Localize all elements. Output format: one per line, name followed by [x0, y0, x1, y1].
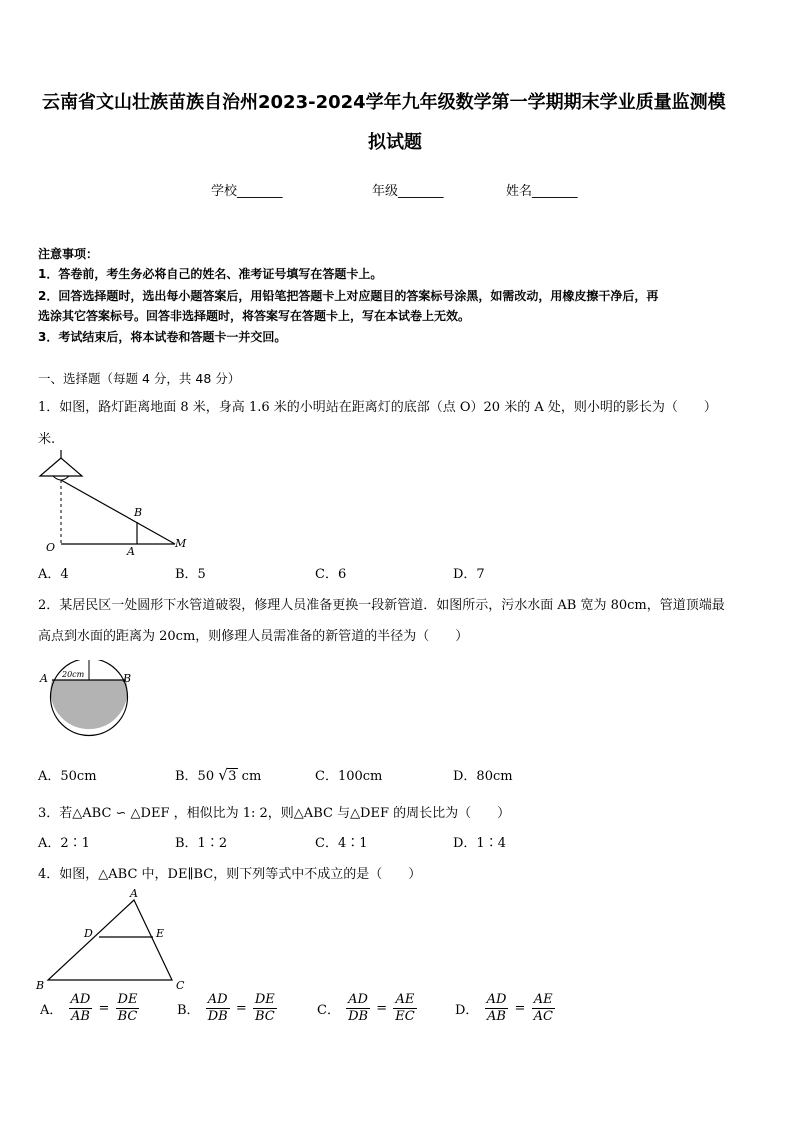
q3-option-b: B．1∶2 — [175, 836, 228, 851]
q1-text-line1: 1．如图，路灯距离地面 8 米，身高 1.6 米的小明站在距离灯的底部（点 O）20 米的 A 处，则小明的影长为（ ） — [38, 400, 717, 415]
option-letter: A． — [40, 1003, 63, 1018]
q4-option-a — [38, 992, 139, 1025]
equals-sign: = — [514, 1001, 526, 1016]
q3-option-c: C．4∶1 — [315, 836, 368, 851]
note-item: 1．答卷前，考生务必将自己的姓名、准考证号填写在答题卡上。 — [38, 267, 383, 281]
q1-label-o: O — [46, 541, 56, 554]
q3-option-d: D．1∶4 — [453, 836, 506, 851]
note-item: 选涂其它答案标号。回答非选择题时，将答案写在答题卡上，写在本试卷上无效。 — [38, 309, 471, 323]
q2-option-b-unit: cm — [241, 769, 262, 784]
q1-option-d: D．7 — [453, 567, 485, 582]
q1-lamp-figure — [30, 448, 200, 556]
q1-text-line2: 米. — [38, 432, 56, 447]
fraction: $\frac{AE}{EC}$ — [395, 992, 415, 1024]
q2-option-b — [175, 765, 261, 784]
q2-label-a: A — [40, 672, 48, 685]
q2-pipe-figure — [36, 660, 146, 744]
option-letter: B． — [177, 1003, 200, 1018]
option-letter: C． — [317, 1003, 340, 1018]
equals-sign: = — [235, 1001, 247, 1016]
q1-label-a: A — [127, 545, 135, 556]
fraction: $\frac{DE}{BC}$ — [117, 992, 138, 1024]
fraction: $\frac{AD}{AB}$ — [70, 992, 91, 1024]
q2-option-a: A．50cm — [38, 769, 97, 784]
title-line-1: 云南省文山壮族苗族自治州2023-2024学年九年级数学第一学期期末学业质量监测模 — [42, 92, 726, 113]
q2-text-line1: 2．某居民区一处圆形下水管道破裂，修理人员准备更换一段新管道．如图所示，污水水面 AB 宽为 80cm，管道顶端最 — [38, 598, 725, 613]
q4-label-c: C — [176, 979, 185, 992]
q2-text-line2: 高点到水面的距离为 20cm，则修理人员需准备的新管道的半径为（ ） — [38, 629, 469, 644]
q4-label-d: D — [84, 927, 93, 940]
q4-label-a: A — [130, 887, 138, 900]
note-item: 3．考试结束后，将本试卷和答题卡一并交回。 — [38, 330, 287, 344]
equals-sign: = — [98, 1001, 110, 1016]
q4-label-b: B — [36, 979, 45, 992]
q4-text: 4．如图，△ABC 中，DE∥BC，则下列等式中不成立的是（ ） — [38, 867, 422, 882]
fraction: $\frac{AD}{DB}$ — [207, 992, 228, 1024]
fraction: $\frac{AD}{AB}$ — [486, 992, 507, 1024]
q4-triangle-figure — [34, 886, 194, 994]
section-heading: 一、选择题（每题 4 分，共 48 分） — [38, 371, 241, 386]
notes-heading: 注意事项： — [38, 247, 99, 261]
school-field: 学校_______ — [211, 184, 283, 199]
equals-sign: = — [376, 1001, 388, 1016]
q4-option-b — [175, 992, 277, 1025]
option-letter: D． — [455, 1003, 479, 1018]
q4-option-d — [453, 992, 555, 1025]
q2-label-b: B — [123, 672, 132, 685]
fraction: $\frac{AD}{DB}$ — [348, 992, 369, 1024]
title-line-2: 拟试题 — [368, 132, 422, 153]
q2-option-b-prefix: B．50 — [175, 769, 215, 784]
fraction: $\frac{DE}{BC}$ — [254, 992, 275, 1024]
q3-option-a: A．2∶1 — [38, 836, 90, 851]
q2-label-height: 20cm — [62, 670, 85, 679]
q1-label-m: M — [175, 537, 187, 550]
q1-option-c: C．6 — [315, 567, 347, 582]
q1-option-a: A．4 — [38, 567, 69, 582]
sqrt-symbol: √ 3 — [218, 766, 237, 784]
grade-field: 年级_______ — [372, 184, 444, 199]
q2-option-b-root: 3 — [228, 769, 237, 784]
note-item: 2．回答选择题时，选出每小题答案后，用铅笔把答题卡上对应题目的答案标号涂黑，如需改动，用橡皮擦干净后，再 — [38, 289, 659, 303]
q2-option-c: C．100cm — [315, 769, 383, 784]
q3-text: 3．若△ABC ∽ △DEF ，相似比为 1: 2，则△ABC 与△DEF 的周长比为（ ） — [38, 806, 511, 821]
q1-label-b: B — [134, 506, 143, 519]
q4-label-e: E — [156, 927, 165, 940]
q2-option-d: D．80cm — [453, 769, 513, 784]
q1-option-b: B．5 — [175, 567, 206, 582]
name-field: 姓名_______ — [506, 184, 578, 199]
fraction: $\frac{AE}{AC}$ — [533, 992, 553, 1024]
q4-option-c — [315, 992, 417, 1025]
